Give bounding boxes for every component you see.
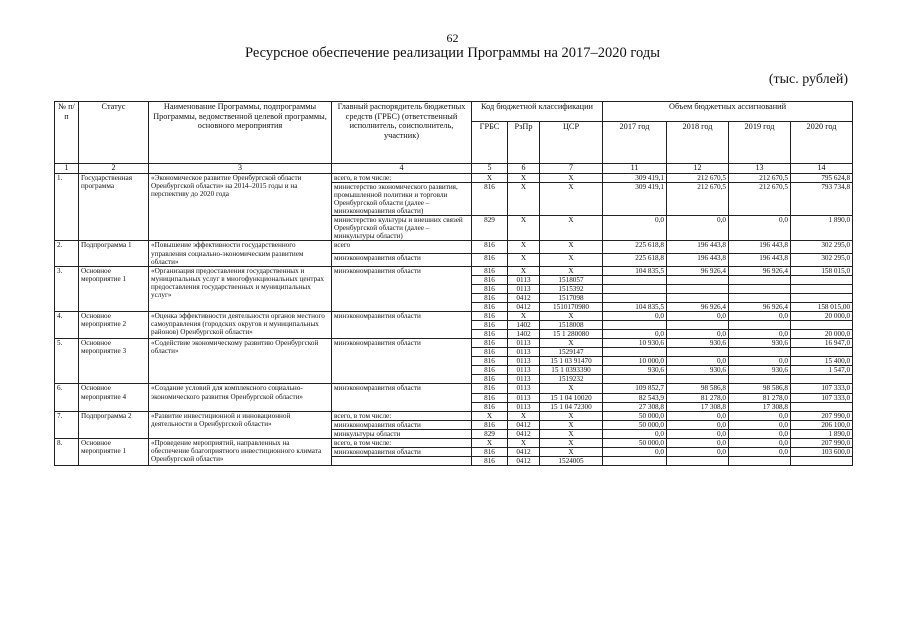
budget-table — [54, 101, 853, 466]
column-number: 14 — [791, 164, 853, 174]
header-csr: ЦСР — [540, 122, 603, 164]
row-value-2019: 196 443,8 — [729, 241, 791, 254]
row-rzpr: 0113 — [508, 284, 540, 293]
header-2017: 2017 год — [603, 122, 667, 164]
row-name: «Развитие инвестиционной и инновационной деятельности в Оренбургской области» — [149, 411, 332, 438]
row-value-2020: 15 400,0 — [791, 357, 853, 366]
row-rzpr: Х — [508, 266, 540, 275]
row-grbs-code: 816 — [472, 241, 508, 254]
row-grbs-code: Х — [472, 411, 508, 420]
row-csr: Х — [540, 183, 603, 216]
row-grbs-code: 816 — [472, 384, 508, 393]
header-grbs: Главный распорядитель бюджетных средств (ГРБС) (ответственный исполнитель, соисполнитель, участник) — [332, 102, 472, 164]
row-grbs: минэкономразвития области — [332, 254, 472, 267]
row-value-2019: 930,6 — [729, 366, 791, 375]
row-value-2018: 0,0 — [667, 330, 729, 339]
column-number: 2 — [79, 164, 149, 174]
row-csr: Х — [540, 339, 603, 348]
row-rzpr: 1402 — [508, 330, 540, 339]
row-value-2017: 82 543,9 — [603, 393, 667, 402]
row-value-2018: 81 278,0 — [667, 393, 729, 402]
row-status: Основное мероприятие 3 — [79, 339, 149, 384]
row-value-2017: 225 618,8 — [603, 241, 667, 254]
row-number: 3. — [55, 266, 79, 311]
row-value-2020: 793 734,8 — [791, 183, 853, 216]
row-name: «Создание условий для комплексного социально-экономического развития Оренбургской области» — [149, 384, 332, 411]
row-rzpr: 0113 — [508, 357, 540, 366]
row-value-2019: 0,0 — [729, 420, 791, 429]
row-value-2019: 96 926,4 — [729, 302, 791, 311]
row-status: Государственная программа — [79, 173, 149, 241]
row-csr: Х — [540, 411, 603, 420]
row-value-2017: 50 000,0 — [603, 420, 667, 429]
row-value-2020: 20 000,0 — [791, 330, 853, 339]
row-value-2019 — [729, 293, 791, 302]
row-grbs: минэкономразвития области — [332, 339, 472, 384]
row-name: «Оценка эффективности деятельности органов местного самоуправления (городских округов и муниципальных районов) Оренбургской области» — [149, 311, 332, 338]
row-csr: 1517098 — [540, 293, 603, 302]
row-value-2017: 27 308,8 — [603, 402, 667, 411]
row-value-2018: 0,0 — [667, 357, 729, 366]
row-csr: 15 1 03 91470 — [540, 357, 603, 366]
row-value-2018 — [667, 293, 729, 302]
row-value-2020: 103 600,0 — [791, 447, 853, 456]
row-csr: Х — [540, 438, 603, 447]
row-csr: Х — [540, 254, 603, 267]
row-grbs-code: 816 — [472, 302, 508, 311]
row-rzpr: 1402 — [508, 321, 540, 330]
table-row — [55, 384, 853, 393]
row-status: Основное мероприятие 1 — [79, 266, 149, 311]
row-grbs-code: 816 — [472, 420, 508, 429]
header-rzpr: РзПр — [508, 122, 540, 164]
column-number: 7 — [540, 164, 603, 174]
row-value-2019 — [729, 456, 791, 465]
row-rzpr: 0113 — [508, 348, 540, 357]
row-value-2020: 158 015,0 — [791, 266, 853, 275]
header-grbs-code: ГРБС — [472, 122, 508, 164]
row-rzpr: 0412 — [508, 447, 540, 456]
row-grbs-code: 816 — [472, 275, 508, 284]
row-value-2020 — [791, 348, 853, 357]
row-grbs-code: 816 — [472, 402, 508, 411]
row-csr: Х — [540, 216, 603, 241]
row-rzpr: 0412 — [508, 456, 540, 465]
row-grbs-code: 816 — [472, 366, 508, 375]
row-value-2020 — [791, 284, 853, 293]
row-grbs-code: 816 — [472, 339, 508, 348]
row-grbs: всего, в том числе: — [332, 438, 472, 447]
row-csr: Х — [540, 173, 603, 182]
row-value-2018: 930,6 — [667, 339, 729, 348]
row-value-2017: 309 419,1 — [603, 183, 667, 216]
row-csr: 1519232 — [540, 375, 603, 384]
row-value-2018: 0,0 — [667, 311, 729, 320]
row-grbs-code: 829 — [472, 429, 508, 438]
row-value-2018 — [667, 456, 729, 465]
row-rzpr: Х — [508, 311, 540, 320]
row-value-2019: 0,0 — [729, 447, 791, 456]
row-number: 7. — [55, 411, 79, 438]
row-value-2017: 309 419,1 — [603, 173, 667, 182]
column-number: 11 — [603, 164, 667, 174]
row-value-2019: 96 926,4 — [729, 266, 791, 275]
row-value-2018: 0,0 — [667, 429, 729, 438]
row-rzpr: 0113 — [508, 402, 540, 411]
row-name: «Повышение эффективности государственного управления социально-экономическим развитием области» — [149, 241, 332, 266]
row-rzpr: Х — [508, 216, 540, 241]
table-body — [55, 173, 853, 465]
row-csr: Х — [540, 241, 603, 254]
header-2020: 2020 год — [791, 122, 853, 164]
row-number: 8. — [55, 438, 79, 465]
row-value-2017: 225 618,8 — [603, 254, 667, 267]
row-value-2018: 96 926,4 — [667, 302, 729, 311]
row-value-2018 — [667, 375, 729, 384]
row-grbs-code: 816 — [472, 311, 508, 320]
row-csr: 1510170980 — [540, 302, 603, 311]
row-value-2017: 109 852,7 — [603, 384, 667, 393]
row-csr: Х — [540, 420, 603, 429]
table-row — [55, 266, 853, 275]
row-value-2018: 0,0 — [667, 411, 729, 420]
header-2018: 2018 год — [667, 122, 729, 164]
row-value-2019: 930,6 — [729, 339, 791, 348]
row-value-2020: 20 000,0 — [791, 311, 853, 320]
row-rzpr: 0412 — [508, 429, 540, 438]
row-rzpr: 0113 — [508, 384, 540, 393]
column-number: 13 — [729, 164, 791, 174]
row-value-2018 — [667, 348, 729, 357]
row-grbs: министерство экономического развития, промышленной политики и торговли Оренбургской области (далее – минэкономразвития области) — [332, 183, 472, 216]
row-grbs: всего, в том числе: — [332, 411, 472, 420]
row-value-2017: 50 000,0 — [603, 438, 667, 447]
row-grbs-code: 816 — [472, 456, 508, 465]
page-number: 62 — [446, 31, 459, 45]
row-grbs — [332, 456, 472, 465]
row-value-2017: 10 000,0 — [603, 357, 667, 366]
row-value-2020: 207 990,0 — [791, 438, 853, 447]
row-value-2017: 0,0 — [603, 429, 667, 438]
row-value-2018: 17 308,8 — [667, 402, 729, 411]
row-value-2020 — [791, 321, 853, 330]
row-grbs-code: 816 — [472, 254, 508, 267]
column-number: 1 — [55, 164, 79, 174]
row-value-2020: 1 547,0 — [791, 366, 853, 375]
row-value-2017: 104 835,5 — [603, 266, 667, 275]
unit-label: (тыс. рублей) — [768, 72, 848, 87]
header-2019: 2019 год — [729, 122, 791, 164]
row-value-2019 — [729, 321, 791, 330]
row-value-2019: 0,0 — [729, 357, 791, 366]
column-number: 12 — [667, 164, 729, 174]
row-grbs-code: 816 — [472, 330, 508, 339]
row-rzpr: 0113 — [508, 393, 540, 402]
row-csr: 15 1 280080 — [540, 330, 603, 339]
table-row — [55, 411, 853, 420]
row-csr: Х — [540, 384, 603, 393]
row-grbs: минэкономразвития области — [332, 311, 472, 338]
row-value-2019 — [729, 375, 791, 384]
row-rzpr: Х — [508, 438, 540, 447]
row-value-2017 — [603, 456, 667, 465]
row-value-2019: 81 278,0 — [729, 393, 791, 402]
row-value-2018 — [667, 321, 729, 330]
header-num: № п/п — [55, 102, 79, 164]
row-rzpr: 0113 — [508, 375, 540, 384]
row-rzpr: 0113 — [508, 339, 540, 348]
row-status: Подпрограмма 2 — [79, 411, 149, 438]
row-value-2019: 17 308,8 — [729, 402, 791, 411]
row-value-2018: 0,0 — [667, 216, 729, 241]
table-row — [55, 438, 853, 447]
row-csr: Х — [540, 447, 603, 456]
row-value-2017: 50 000,0 — [603, 411, 667, 420]
row-grbs-code: 816 — [472, 375, 508, 384]
row-grbs-code: Х — [472, 438, 508, 447]
row-grbs-code: 829 — [472, 216, 508, 241]
row-value-2018: 96 926,4 — [667, 266, 729, 275]
row-value-2019 — [729, 284, 791, 293]
row-value-2017: 0,0 — [603, 216, 667, 241]
column-number: 3 — [149, 164, 332, 174]
row-grbs-code: 816 — [472, 266, 508, 275]
row-value-2020: 795 624,8 — [791, 173, 853, 182]
row-csr: Х — [540, 311, 603, 320]
row-value-2019: 0,0 — [729, 438, 791, 447]
row-rzpr: Х — [508, 183, 540, 216]
row-csr: 15 1 04 72300 — [540, 402, 603, 411]
row-value-2017: 0,0 — [603, 311, 667, 320]
row-value-2020: 302 295,0 — [791, 241, 853, 254]
row-value-2018: 98 586,8 — [667, 384, 729, 393]
row-value-2019: 0,0 — [729, 216, 791, 241]
header-status: Статус — [79, 102, 149, 164]
row-number: 5. — [55, 339, 79, 384]
table-row — [55, 241, 853, 254]
page-title: Ресурсное обеспечение реализации Программы на 2017–2020 годы — [245, 45, 660, 61]
row-value-2020: 107 333,0 — [791, 393, 853, 402]
row-number: 6. — [55, 384, 79, 411]
row-csr: 15 1 04 10020 — [540, 393, 603, 402]
row-name: «Экономическое развитие Оренбургской области Оренбургской области» на 2014–2015 годы и на перспективу до 2020 года — [149, 173, 332, 241]
row-rzpr: 0412 — [508, 302, 540, 311]
row-value-2018: 930,6 — [667, 366, 729, 375]
row-value-2017: 930,6 — [603, 366, 667, 375]
row-value-2020 — [791, 275, 853, 284]
row-csr: Х — [540, 429, 603, 438]
row-csr: 15 1 0393390 — [540, 366, 603, 375]
row-value-2019 — [729, 275, 791, 284]
row-value-2017: 0,0 — [603, 447, 667, 456]
row-value-2017 — [603, 293, 667, 302]
row-grbs-code: Х — [472, 173, 508, 182]
row-value-2017: 104 835,5 — [603, 302, 667, 311]
row-number: 1. — [55, 173, 79, 241]
row-grbs-code: 816 — [472, 357, 508, 366]
row-rzpr: 0412 — [508, 293, 540, 302]
row-grbs-code: 816 — [472, 284, 508, 293]
row-value-2018 — [667, 275, 729, 284]
row-value-2017: 10 930,6 — [603, 339, 667, 348]
column-number: 6 — [508, 164, 540, 174]
row-value-2018: 196 443,8 — [667, 241, 729, 254]
row-rzpr: Х — [508, 173, 540, 182]
row-value-2018: 196 443,8 — [667, 254, 729, 267]
row-value-2020: 158 015,00 — [791, 302, 853, 311]
row-rzpr: Х — [508, 411, 540, 420]
row-value-2017 — [603, 284, 667, 293]
row-value-2020: 107 333,0 — [791, 384, 853, 393]
row-value-2018: 212 670,5 — [667, 173, 729, 182]
row-grbs-code: 816 — [472, 183, 508, 216]
row-value-2017 — [603, 275, 667, 284]
row-value-2019: 212 670,5 — [729, 173, 791, 182]
row-status: Подпрограмма 1 — [79, 241, 149, 266]
row-csr: 1518057 — [540, 275, 603, 284]
row-value-2020: 302 295,0 — [791, 254, 853, 267]
row-grbs-code: 816 — [472, 393, 508, 402]
row-value-2017: 0,0 — [603, 330, 667, 339]
row-value-2018: 212 670,5 — [667, 183, 729, 216]
row-csr: 1529147 — [540, 348, 603, 357]
row-value-2020: 206 100,0 — [791, 420, 853, 429]
row-value-2020 — [791, 402, 853, 411]
row-csr: 1524005 — [540, 456, 603, 465]
table-row — [55, 173, 853, 182]
row-value-2020: 1 890,0 — [791, 429, 853, 438]
header-code: Код бюджетной классификации — [472, 102, 603, 122]
row-name: «Проведение мероприятий, направленных на обеспечение благоприятного инвестиционного климата Оренбургской области» — [149, 438, 332, 465]
row-value-2018 — [667, 284, 729, 293]
row-number: 4. — [55, 311, 79, 338]
row-status: Основное мероприятие 4 — [79, 384, 149, 411]
row-value-2019: 0,0 — [729, 411, 791, 420]
row-number: 2. — [55, 241, 79, 266]
row-value-2020: 1 890,0 — [791, 216, 853, 241]
row-csr: Х — [540, 266, 603, 275]
row-grbs: минэкономразвития области — [332, 384, 472, 411]
row-rzpr: Х — [508, 241, 540, 254]
row-grbs: всего — [332, 241, 472, 254]
row-value-2017 — [603, 348, 667, 357]
row-grbs-code: 816 — [472, 293, 508, 302]
row-value-2020 — [791, 375, 853, 384]
header-name: Наименование Программы, подпрограммы Программы, ведомственной целевой программы, основного мероприятия — [149, 102, 332, 164]
row-name: «Содействие экономическому развитию Оренбургской области» — [149, 339, 332, 384]
row-name: «Организация предоставления государственных и муниципальных услуг в многофункциональных центрах предоставления государственных и муниципальных услуг» — [149, 266, 332, 311]
row-grbs: минэкономразвития области — [332, 420, 472, 429]
row-grbs: всего, в том числе: — [332, 173, 472, 182]
column-number-row — [55, 164, 853, 174]
row-status: Основное мероприятие 1 — [79, 438, 149, 465]
row-value-2018: 0,0 — [667, 420, 729, 429]
row-grbs-code: 816 — [472, 447, 508, 456]
row-rzpr: Х — [508, 254, 540, 267]
table-row — [55, 311, 853, 320]
row-grbs-code: 816 — [472, 321, 508, 330]
row-value-2018: 0,0 — [667, 438, 729, 447]
row-csr: 1515392 — [540, 284, 603, 293]
row-rzpr: 0412 — [508, 420, 540, 429]
row-value-2017 — [603, 375, 667, 384]
table-row — [55, 339, 853, 348]
row-value-2019 — [729, 348, 791, 357]
row-value-2019: 0,0 — [729, 429, 791, 438]
row-rzpr: 0113 — [508, 275, 540, 284]
row-value-2020: 16 947,0 — [791, 339, 853, 348]
row-value-2020 — [791, 293, 853, 302]
row-value-2019: 0,0 — [729, 330, 791, 339]
row-status: Основное мероприятие 2 — [79, 311, 149, 338]
row-grbs: минкультуры области — [332, 429, 472, 438]
row-grbs-code: 816 — [472, 348, 508, 357]
row-value-2019: 196 443,8 — [729, 254, 791, 267]
row-value-2020: 207 990,0 — [791, 411, 853, 420]
column-number: 5 — [472, 164, 508, 174]
row-csr: 1518008 — [540, 321, 603, 330]
row-value-2020 — [791, 456, 853, 465]
row-value-2019: 98 586,8 — [729, 384, 791, 393]
row-value-2019: 0,0 — [729, 311, 791, 320]
row-grbs: минэкономразвития области — [332, 447, 472, 456]
column-number: 4 — [332, 164, 472, 174]
row-value-2018: 0,0 — [667, 447, 729, 456]
row-value-2019: 212 670,5 — [729, 183, 791, 216]
row-grbs: минэкономразвития области — [332, 266, 472, 311]
row-grbs: министерство культуры и внешних связей Оренбургской области (далее – минкультуры области) — [332, 216, 472, 241]
row-value-2017 — [603, 321, 667, 330]
header-volume: Объем бюджетных ассигнований — [603, 102, 853, 122]
row-rzpr: 0113 — [508, 366, 540, 375]
